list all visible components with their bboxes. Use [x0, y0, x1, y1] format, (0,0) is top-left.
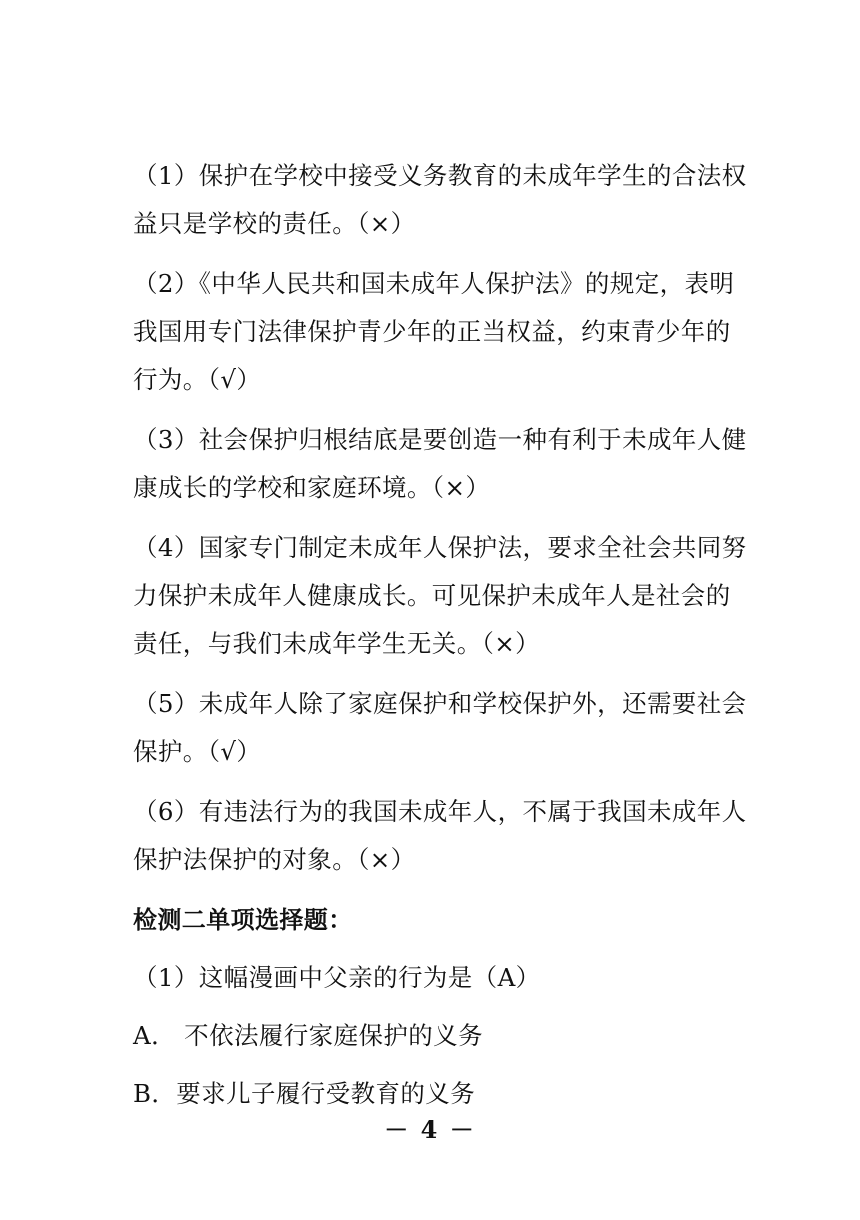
judgment-item-5 [133, 680, 745, 776]
text-line: 康成长的学校和家庭环境。（×） [133, 473, 491, 502]
text-line: 益只是学校的责任。（×） [133, 209, 416, 238]
text-line: （5）未成年人除了家庭保护和学校保护外，还需要社会 [133, 689, 747, 718]
text-line: 行为。（√） [133, 365, 262, 394]
page-content [133, 152, 745, 1128]
text-line: 保护法保护的对象。（×） [133, 845, 416, 874]
text-line: （2）《中华人民共和国未成年人保护法》的规定，表明 [133, 269, 735, 298]
text-line: （6）有违法行为的我国未成年人，不属于我国未成年人 [133, 797, 747, 826]
text-line: （4）国家专门制定未成年人保护法，要求全社会共同努 [133, 533, 747, 562]
judgment-item-1 [133, 152, 745, 248]
judgment-item-3 [133, 416, 745, 512]
text-line: 力保护未成年人健康成长。可见保护未成年人是社会的 [133, 581, 731, 610]
text-line: 我国用专门法律保护青少年的正当权益，约束青少年的 [133, 317, 731, 346]
text-line: 责任，与我们未成年学生无关。（×） [133, 629, 541, 658]
judgment-item-4 [133, 524, 745, 668]
option-b: B．要求儿子履行受教育的义务 [133, 1079, 476, 1108]
page-number: － 4 － [384, 1115, 476, 1144]
text-line: 保护。（√） [133, 737, 262, 766]
question-text: （1）这幅漫画中父亲的行为是（A） [133, 963, 541, 992]
judgment-item-6 [133, 788, 745, 884]
text-line: （1）保护在学校中接受义务教育的未成年学生的合法权 [133, 161, 747, 190]
option-a: A． 不依法履行家庭保护的义务 [133, 1021, 483, 1050]
text-line: （3）社会保护归根结底是要创造一种有利于未成年人健 [133, 425, 747, 454]
section-heading: 检测二单项选择题： [133, 906, 353, 934]
judgment-item-2 [133, 260, 745, 404]
